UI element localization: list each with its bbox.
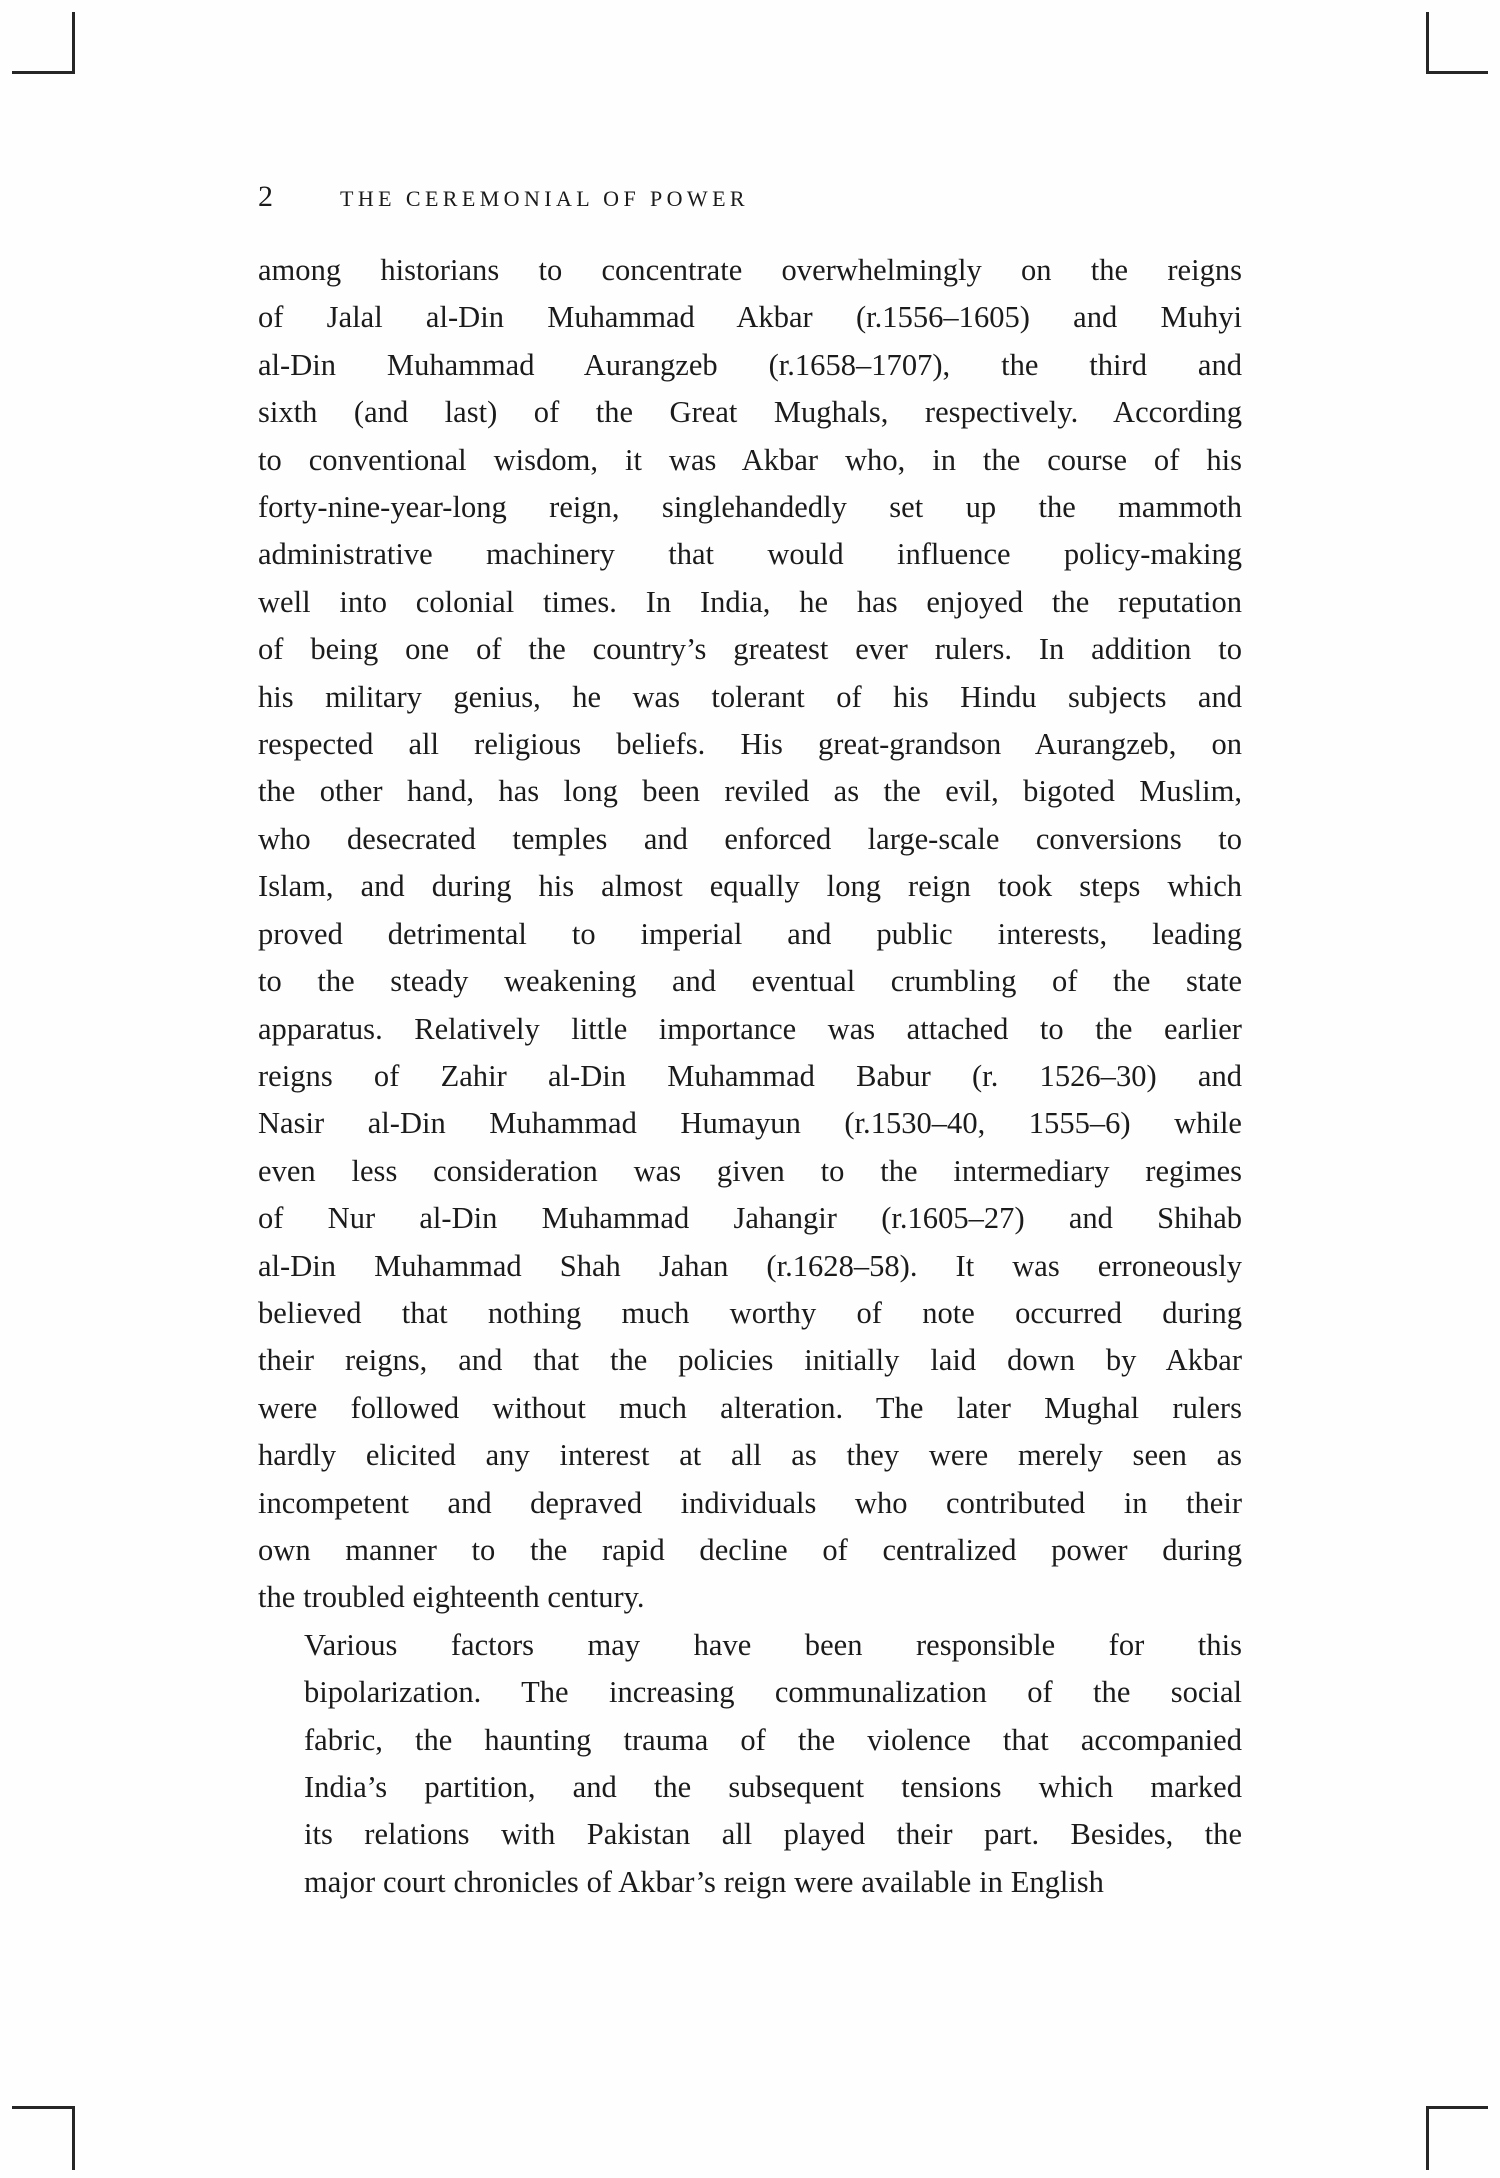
body-paragraph <box>258 247 1242 1622</box>
crop-mark-bottom-left <box>0 2058 120 2178</box>
body-text-line: even less consideration was given to the intermediary regimes <box>258 1153 1243 1188</box>
body-text-line: reigns of Zahir al-Din Muhammad Babur (r. 1526–30) and <box>258 1058 1243 1093</box>
body-text-line: to the steady weakening and eventual crumbling of the state <box>258 964 1243 999</box>
body-text-line: Nasir al-Din Muhammad Humayun (r.1530–40, 1555–6) while <box>258 1106 1242 1141</box>
body-text-line: hardly elicited any interest at all as they were merely seen as <box>258 1438 1243 1473</box>
body-text-line: apparatus. Relatively little importance was attached to the earlier <box>258 1011 1242 1046</box>
body-text-line: of Nur al-Din Muhammad Jahangir (r.1605–27) and Shihab <box>258 1201 1243 1236</box>
body-text-line: the troubled eighteenth century. <box>258 1580 645 1615</box>
body-text-line: Various factors may have been responsible for this <box>304 1627 1242 1662</box>
body-text-line: of being one of the country’s greatest ever rulers. In addition to <box>258 632 1243 667</box>
running-head-title: THE CEREMONIAL OF POWER <box>340 186 749 211</box>
body-text-line: bipolarization. The increasing communalization of the social <box>304 1675 1243 1710</box>
body-text-line: forty-nine-year-long reign, singlehandedly set up the mammoth <box>258 490 1243 525</box>
running-head <box>258 182 1240 222</box>
body-text-line: believed that nothing much worthy of note occurred during <box>258 1295 1243 1330</box>
body-text-line: the other hand, has long been reviled as the evil, bigoted Muslim, <box>258 774 1243 809</box>
crop-mark-vertical-rule <box>1426 12 1429 74</box>
body-text-line: of Jalal al-Din Muhammad Akbar (r.1556–1605) and Muhyi <box>258 300 1242 335</box>
body-text-block <box>258 247 1242 1906</box>
body-text-line: its relations with Pakistan all played their part. Besides, the <box>304 1817 1243 1852</box>
body-text-line: incompetent and depraved individuals who contributed in their <box>258 1485 1243 1520</box>
crop-mark-horizontal-rule <box>1426 71 1488 74</box>
body-text-line: to conventional wisdom, it was Akbar who, in the course of his <box>258 442 1243 477</box>
body-text-line: their reigns, and that the policies initially laid down by Akbar <box>258 1343 1243 1378</box>
body-text-line: India’s partition, and the subsequent tensions which marked <box>304 1770 1243 1804</box>
body-text-line: were followed without much alteration. The later Mughal rulers <box>258 1390 1242 1425</box>
crop-mark-top-left <box>0 0 120 120</box>
crop-mark-bottom-right <box>1380 2058 1500 2178</box>
body-text-line: respected all religious beliefs. His great-grandson Aurangzeb, on <box>258 727 1243 762</box>
crop-mark-horizontal-rule <box>1426 2106 1488 2109</box>
body-text-line: fabric, the haunting trauma of the violence that accompanied <box>304 1722 1243 1757</box>
body-text-line: own manner to the rapid decline of centralized power during <box>258 1532 1243 1567</box>
crop-mark-vertical-rule <box>72 2108 75 2170</box>
body-paragraph <box>258 1622 1242 1906</box>
crop-mark-horizontal-rule <box>12 71 74 74</box>
crop-mark-vertical-rule <box>1426 2108 1429 2170</box>
body-text-line: among historians to concentrate overwhelmingly on the reigns <box>258 253 1243 287</box>
body-text-line: well into colonial times. In India, he has enjoyed the reputation <box>258 584 1243 619</box>
body-text-line: sixth (and last) of the Great Mughals, respectively. According <box>258 395 1243 430</box>
page-number: 2 <box>258 180 273 213</box>
crop-mark-horizontal-rule <box>12 2106 75 2109</box>
body-text-line: al-Din Muhammad Aurangzeb (r.1658–1707), the third and <box>258 347 1242 382</box>
crop-mark-vertical-rule <box>72 12 75 74</box>
body-text-line: his military genius, he was tolerant of his Hindu subjects and <box>258 679 1243 714</box>
body-text-line: major court chronicles of Akbar’s reign were available in English <box>304 1864 1104 1899</box>
body-text-line: who desecrated temples and enforced large-scale conversions to <box>258 821 1243 856</box>
body-text-line: al-Din Muhammad Shah Jahan (r.1628–58). It was erroneously <box>258 1248 1243 1283</box>
crop-mark-top-right <box>1380 0 1500 120</box>
body-text-line: proved detrimental to imperial and public interests, leading <box>258 916 1243 951</box>
body-text-line: administrative machinery that would influence policy-making <box>258 537 1242 572</box>
body-text-line: Islam, and during his almost equally long reign took steps which <box>258 869 1243 904</box>
